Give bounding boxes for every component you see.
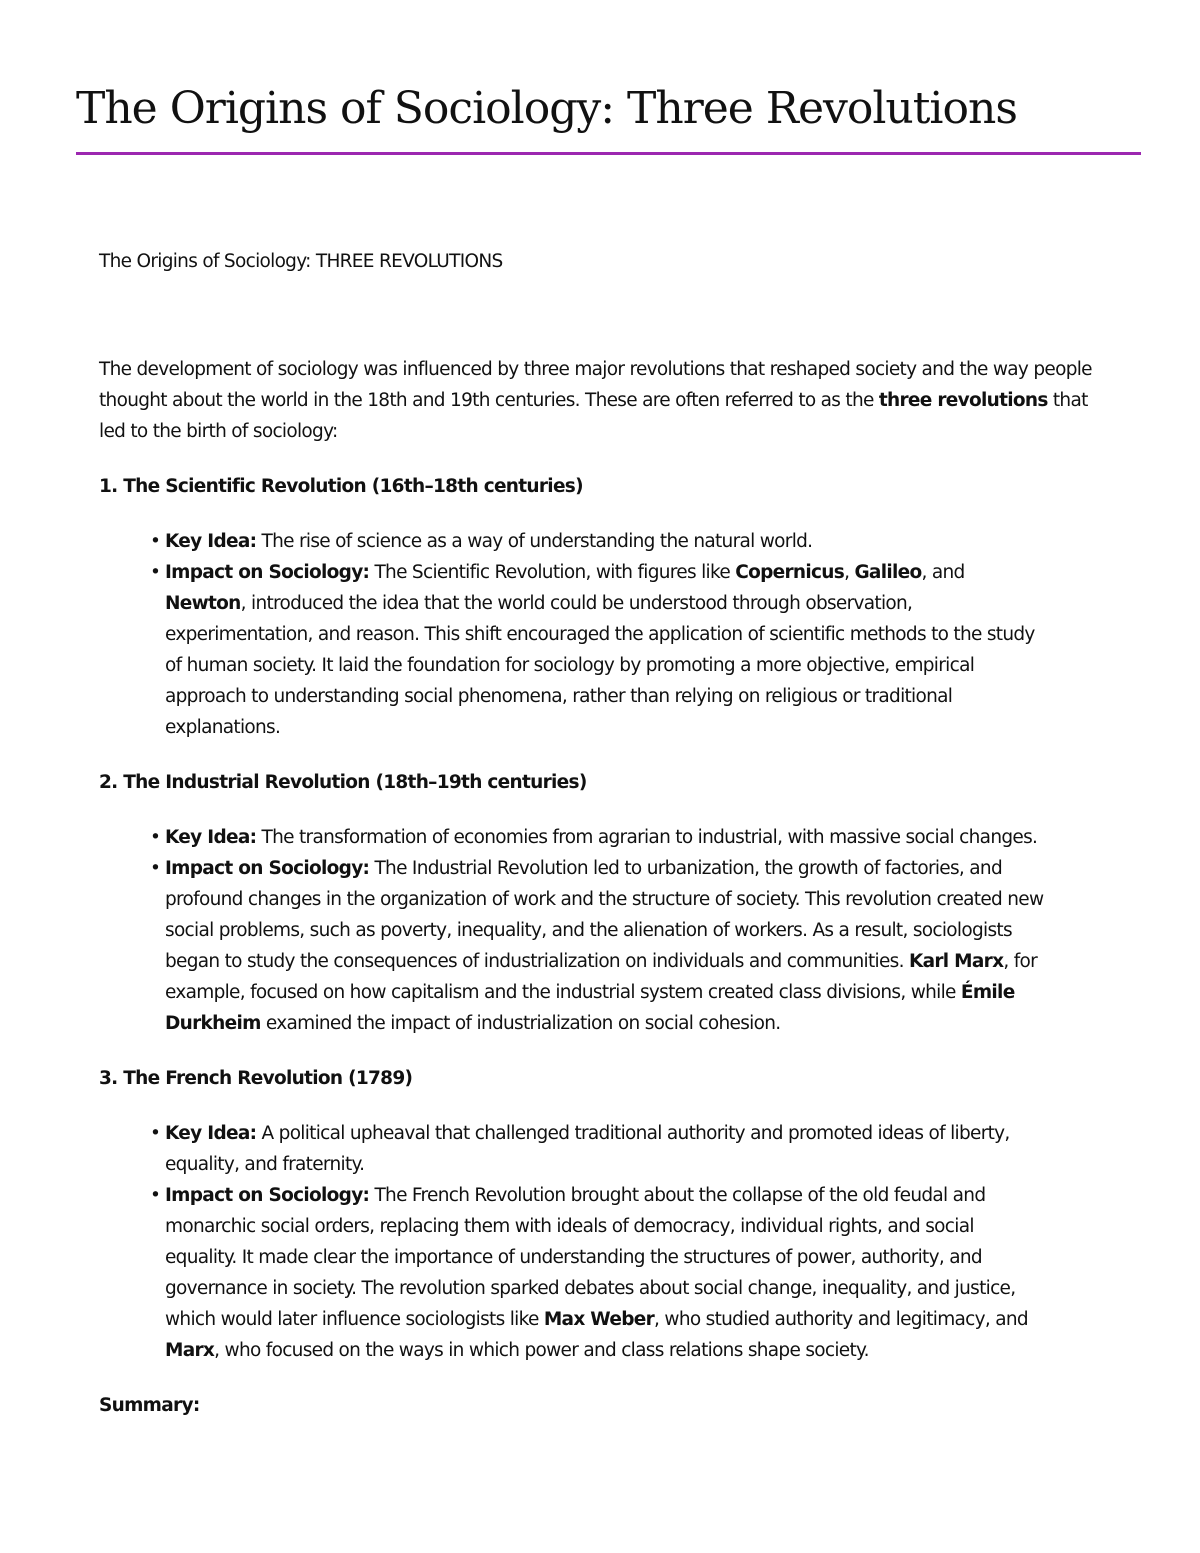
key-idea-text: The transformation of economies from agrarian to industrial, with massive social changes. (256, 827, 1038, 848)
impact-text: examined the impact of industrialization on social cohesion. (260, 1013, 781, 1034)
bullet-key-idea (150, 1118, 1045, 1180)
section-heading-industrial-revolution: 2. The Industrial Revolution (18th–19th centuries) (99, 772, 587, 793)
impact-text: , who studied authority and legitimacy, and (654, 1309, 1028, 1330)
section-heading-french-revolution: 3. The French Revolution (1789) (99, 1068, 413, 1089)
bullet-icon: • (150, 858, 161, 879)
bullet-impact (150, 1180, 1045, 1366)
impact-label: Impact on Sociology: (165, 1185, 370, 1206)
impact-text: , (844, 562, 855, 583)
intro-text: The development of sociology was influenced by three major revolutions that reshaped society and the way people thought about the world in the 18th and 19th centuries. These are often referred to as the (99, 359, 1092, 411)
impact-text: The Scientific Revolution, with figures like (369, 562, 736, 583)
person-name: Copernicus (735, 562, 845, 583)
impact-text: , who focused on the ways in which power and class relations shape society. (214, 1340, 869, 1361)
section-bullets (99, 1118, 1045, 1366)
impact-label: Impact on Sociology: (165, 562, 370, 583)
bullet-icon: • (150, 562, 161, 583)
person-name: Newton (165, 593, 241, 614)
bullet-icon: • (150, 531, 161, 552)
key-idea-text: A political upheaval that challenged traditional authority and promoted ideas of liberty, equality, and fraternity. (165, 1123, 1010, 1175)
intro-paragraph (99, 354, 1099, 447)
impact-text: The Industrial Revolution led to urbanization, the growth of factories, and profound changes in the organization of work and the structure of society. This revolution created new social problems, such as poverty, inequality, and the alienation of workers. As a result, sociologists began to study the consequences of industrialization on individuals and communities. (165, 858, 1044, 972)
person-name: Émile Durkheim (165, 982, 1015, 1034)
page-title: The Origins of Sociology: Three Revolutions (76, 83, 1017, 134)
title-divider (76, 152, 1141, 155)
bullet-impact (150, 853, 1045, 1039)
section-bullets (99, 526, 1045, 743)
person-name: Karl Marx (908, 951, 1004, 972)
person-name: Max Weber (543, 1309, 655, 1330)
section-heading-scientific-revolution: 1. The Scientific Revolution (16th–18th centuries) (99, 476, 583, 497)
intro-bold-term: three revolutions (878, 390, 1048, 411)
bullet-icon: • (150, 1123, 161, 1144)
key-idea-label: Key Idea: (165, 827, 257, 848)
document-body (99, 246, 1099, 1421)
impact-label: Impact on Sociology: (165, 858, 370, 879)
bullet-key-idea (150, 822, 1045, 853)
key-idea-text: The rise of science as a way of understanding the natural world. (256, 531, 813, 552)
impact-text: , and (921, 562, 965, 583)
summary-heading: Summary: (99, 1395, 200, 1416)
key-idea-label: Key Idea: (165, 1123, 257, 1144)
bullet-icon: • (150, 827, 161, 848)
bullet-key-idea (150, 526, 1045, 557)
document-subtitle: The Origins of Sociology: THREE REVOLUTIONS (99, 251, 503, 272)
impact-text: The French Revolution brought about the collapse of the old feudal and monarchic social orders, replacing them with ideals of democracy, individual rights, and social equality. It made clear the importance of understanding the structures of power, authority, and governance in society. The revolution sparked debates about social change, inequality, and justice, which would later influence sociologists like (165, 1185, 1016, 1330)
bullet-icon: • (150, 1185, 161, 1206)
bullet-impact (150, 557, 1045, 743)
impact-text: , introduced the idea that the world could be understood through observation, experimentation, and reason. This shift encouraged the application of scientific methods to the study of human society. It laid the foundation for sociology by promoting a more objective, empirical approach to understanding social phenomena, rather than relying on religious or traditional explanations. (165, 593, 1035, 738)
section-bullets (99, 822, 1045, 1039)
key-idea-label: Key Idea: (165, 531, 257, 552)
person-name: Marx (165, 1340, 215, 1361)
impact-text: , for example, focused on how capitalism and the industrial system created class divisions, while (165, 951, 1038, 1003)
intro-text-end: that led to the birth of sociology: (99, 390, 1088, 442)
person-name: Galileo (854, 562, 922, 583)
